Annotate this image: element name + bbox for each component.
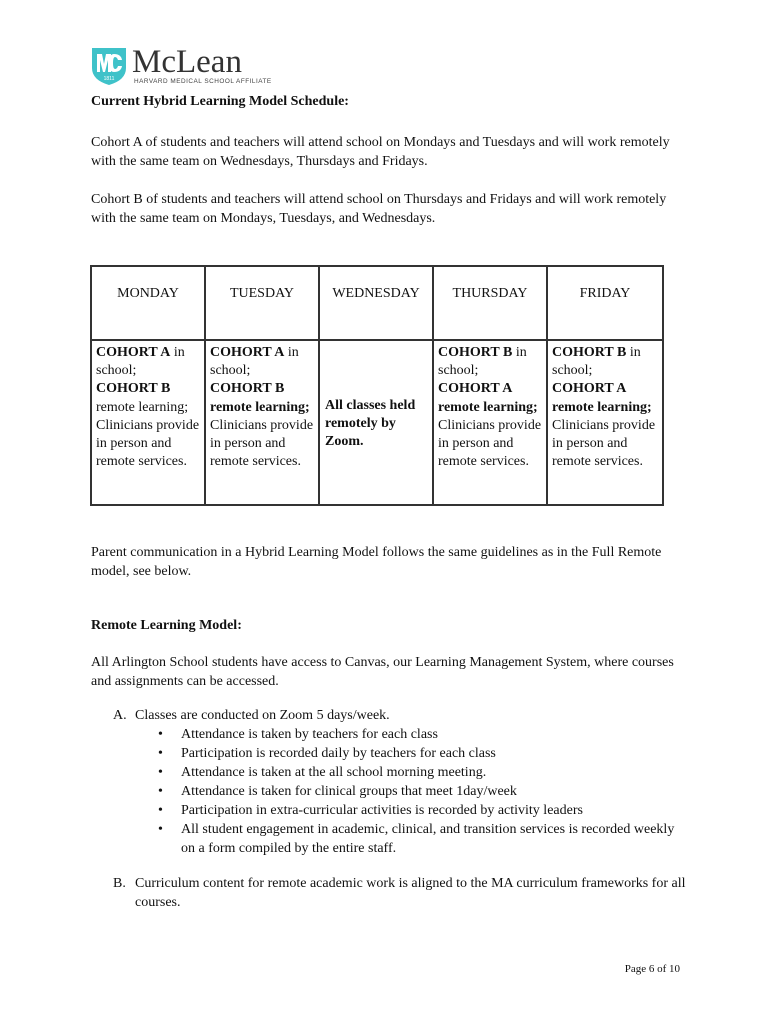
tuesday-in-school: in school; — [210, 345, 299, 379]
header-wednesday: WEDNESDAY — [319, 266, 433, 340]
bullet-icon: • — [158, 803, 163, 818]
header-monday: MONDAY — [91, 266, 205, 340]
bullet-item — [158, 744, 678, 763]
tuesday-details: Clinicians provide in person and remote services. — [210, 417, 314, 470]
friday-in-school: in school; — [552, 345, 641, 379]
bullet-item — [158, 763, 678, 782]
bullet-icon: • — [158, 822, 163, 837]
bullet-item — [158, 801, 678, 820]
cell-monday — [91, 340, 205, 505]
bullet-icon: • — [158, 746, 163, 761]
page-number: Page 6 of 10 — [624, 963, 680, 975]
bullet-text: Attendance is taken for clinical groups that meet 1day/week — [181, 784, 517, 799]
bullet-text: Participation is recorded daily by teachers for each class — [181, 746, 496, 761]
cell-thursday — [433, 340, 547, 505]
attendance-bullet-list — [158, 725, 678, 858]
bullet-text: Participation in extra-curricular activities is recorded by activity leaders — [181, 803, 583, 818]
schedule-header-row — [91, 266, 663, 340]
list-text-a: Classes are conducted on Zoom 5 days/week. — [135, 708, 390, 723]
logo-name: McLean — [132, 44, 242, 80]
bullet-text: All student engagement in academic, clinical, and transition services is recorded weekly on a form compiled by the entire staff. — [181, 822, 675, 856]
friday-cohort-in: COHORT B — [552, 345, 627, 360]
list-letter-a: A. — [113, 708, 127, 723]
thursday-in-school: in school; — [438, 345, 527, 379]
schedule-body-row — [91, 340, 663, 505]
cell-tuesday — [205, 340, 319, 505]
header-tuesday: TUESDAY — [205, 266, 319, 340]
remote-learning-heading: Remote Learning Model: — [91, 618, 242, 633]
friday-cohort-remote: COHORT A remote learning; — [552, 381, 652, 415]
bullet-item — [158, 820, 678, 858]
schedule-heading: Current Hybrid Learning Model Schedule: — [91, 94, 349, 109]
friday-details: Clinicians provide in person and remote services. — [552, 417, 656, 470]
schedule-table — [90, 265, 664, 506]
bullet-icon: • — [158, 784, 163, 799]
cohort-a-paragraph: Cohort A of students and teachers will attend school on Mondays and Tuesdays and will work remotely with the same team on Wednesdays, Thursdays and Fridays. — [91, 135, 670, 169]
logo-year: 1811 — [103, 76, 115, 82]
thursday-details: Clinicians provide in person and remote services. — [438, 417, 542, 470]
remote-intro-paragraph: All Arlington School students have access to Canvas, our Learning Management System, where courses and assignments can be accessed. — [91, 655, 674, 689]
cell-wednesday: All classes held remotely by Zoom. — [319, 340, 433, 505]
bullet-icon: • — [158, 765, 163, 780]
bullet-text: Attendance is taken at the all school morning meeting. — [181, 765, 487, 780]
logo-subtitle: HARVARD MEDICAL SCHOOL AFFILIATE — [134, 78, 272, 85]
list-letter-b: B. — [113, 876, 126, 891]
thursday-cohort-in: COHORT B — [438, 345, 513, 360]
bullet-item — [158, 782, 678, 801]
cohort-b-paragraph: Cohort B of students and teachers will attend school on Thursdays and Fridays and will work remotely with the same team on Mondays, Tuesdays, and Wednesdays. — [91, 192, 667, 226]
thursday-cohort-remote: COHORT A remote learning; — [438, 381, 538, 415]
monday-details: remote learning; Clinicians provide in person and remote services. — [96, 399, 200, 470]
monday-cohort-in: COHORT A — [96, 345, 171, 360]
bullet-item — [158, 725, 678, 744]
header-friday: FRIDAY — [547, 266, 663, 340]
tuesday-cohort-in: COHORT A — [210, 345, 285, 360]
bullet-icon: • — [158, 727, 163, 742]
mclean-shield-icon — [90, 46, 128, 86]
header-thursday: THURSDAY — [433, 266, 547, 340]
cell-friday — [547, 340, 663, 505]
monday-in-school: in school; — [96, 345, 185, 379]
tuesday-cohort-remote: COHORT B remote learning; — [210, 381, 310, 415]
bullet-text: Attendance is taken by teachers for each class — [181, 727, 438, 742]
parent-communication-paragraph: Parent communication in a Hybrid Learning Model follows the same guidelines as in the Full Remote model, see below. — [91, 545, 662, 579]
mclean-logo — [90, 44, 272, 88]
list-text-b: Curriculum content for remote academic work is aligned to the MA curriculum frameworks for all courses. — [135, 876, 686, 910]
monday-cohort-remote: COHORT B — [96, 381, 171, 397]
